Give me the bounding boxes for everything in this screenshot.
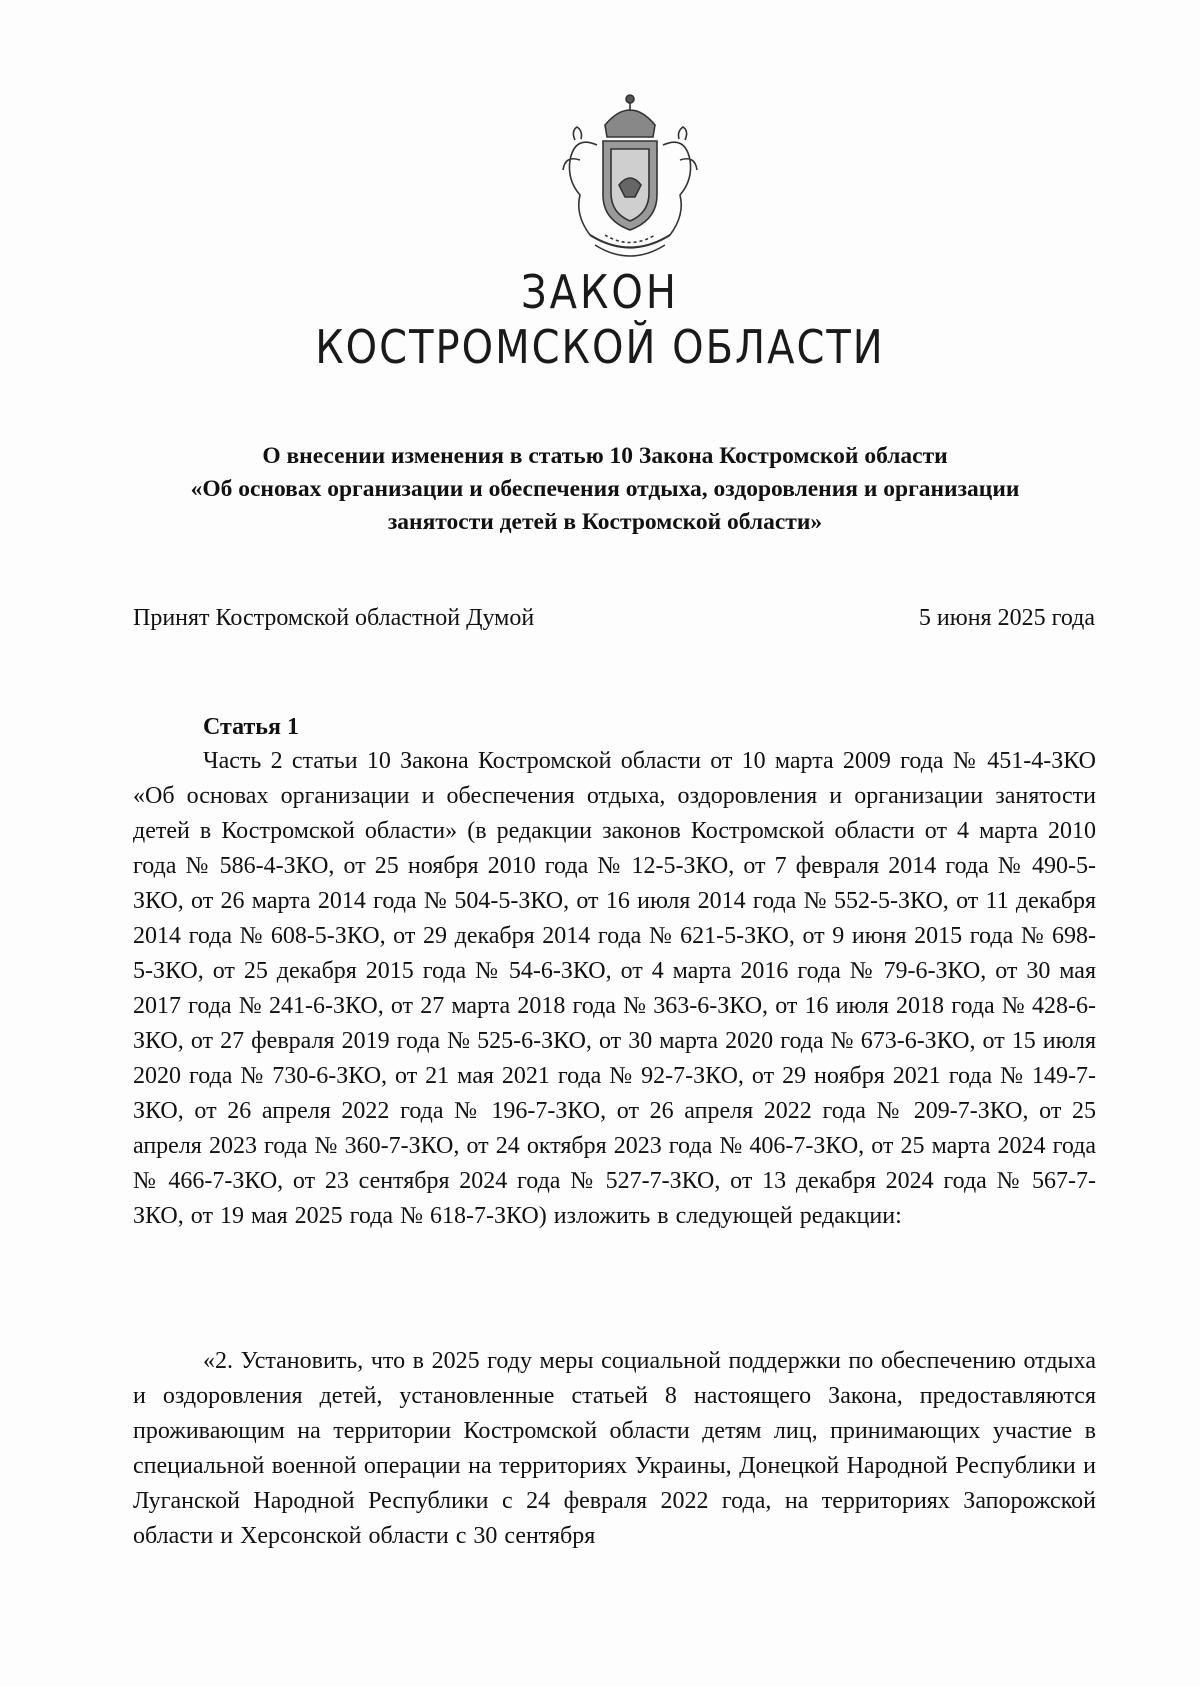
law-title-line: «Об основах организации и обеспечения отдыха, оздоровления и организации xyxy=(190,476,1020,502)
adoption-date: 5 июня 2025 года xyxy=(918,605,1095,631)
adoption-statement: Принят Костромской областной Думой xyxy=(133,605,535,631)
article-paragraph: «2. Установить, что в 2025 году меры социальной поддержки по обеспечению отдыха и оздоровления детей, установленные статьей 8 настоящего Закона, предоставляются проживающим на территории Костромской области детям лиц, принимающих участие в специальной военной операции на территориях Украины, Донецкой Народной Республики и Луганской Народной Республики с 24 февраля 2022 года, на территориях Запорожской области и Херсонской области с 30 сентября xyxy=(133,1348,1096,1549)
law-title xyxy=(110,440,1100,539)
coat-of-arms-icon xyxy=(535,85,725,275)
article-paragraph: Часть 2 статьи 10 Закона Костромской области от 10 марта 2009 года № 451-4-ЗКО «Об основах организации и обеспечения отдыха, оздоровления и организации занятости детей в Костромской области» (в редакции законов Костромской области от 4 марта 2010 года № 586-4-ЗКО, от 25 ноября 2010 года № 12-5-ЗКО, от 7 февраля 2014 года № 490-5-ЗКО, от 26 марта 2014 года № 504-5-ЗКО, от 16 июля 2014 года № 552-5-ЗКО, от 11 декабря 2014 года № 608-5-ЗКО, от 29 декабря 2014 года № 621-5-ЗКО, от 9 июня 2015 года № 698-5-ЗКО, от 25 декабря 2015 года № 54-6-ЗКО, от 4 марта 2016 года № 79-6-ЗКО, от 30 мая 2017 года № 241-6-ЗКО, от 27 марта 2018 года № 363-6-ЗКО, от 16 июля 2018 года № 428-6-ЗКО, от 27 февраля 2019 года № 525-6-ЗКО, от 30 марта 2020 года № 673-6-ЗКО, от 15 июля 2020 года № 730-6-ЗКО, от 21 мая 2021 года № 92-7-ЗКО, от 29 ноября 2021 года № 149-7-ЗКО, от 26 апреля 2022 года № 196-7-ЗКО, от 26 апреля 2022 года № 209-7-ЗКО, от 25 апреля 2023 года № 360-7-ЗКО, от 24 октября 2023 года № 406-7-ЗКО, от 25 марта 2024 года № 466-7-ЗКО, от 23 сентября 2024 года № 527-7-ЗКО, от 13 декабря 2024 года № 567-7-ЗКО, от 19 мая 2025 года № 618-7-ЗКО) изложить в следующей редакции: xyxy=(133,748,1096,1229)
issuer-heading: КОСТРОМСКОЙ ОБЛАСТИ xyxy=(315,321,885,375)
document-type-heading: ЗАКОН xyxy=(521,266,679,320)
article-heading: Статья 1 xyxy=(203,714,299,740)
law-title-line: О внесении изменения в статью 10 Закона Костромской области xyxy=(262,443,948,469)
law-title-line: занятости детей в Костромской области» xyxy=(387,509,823,535)
